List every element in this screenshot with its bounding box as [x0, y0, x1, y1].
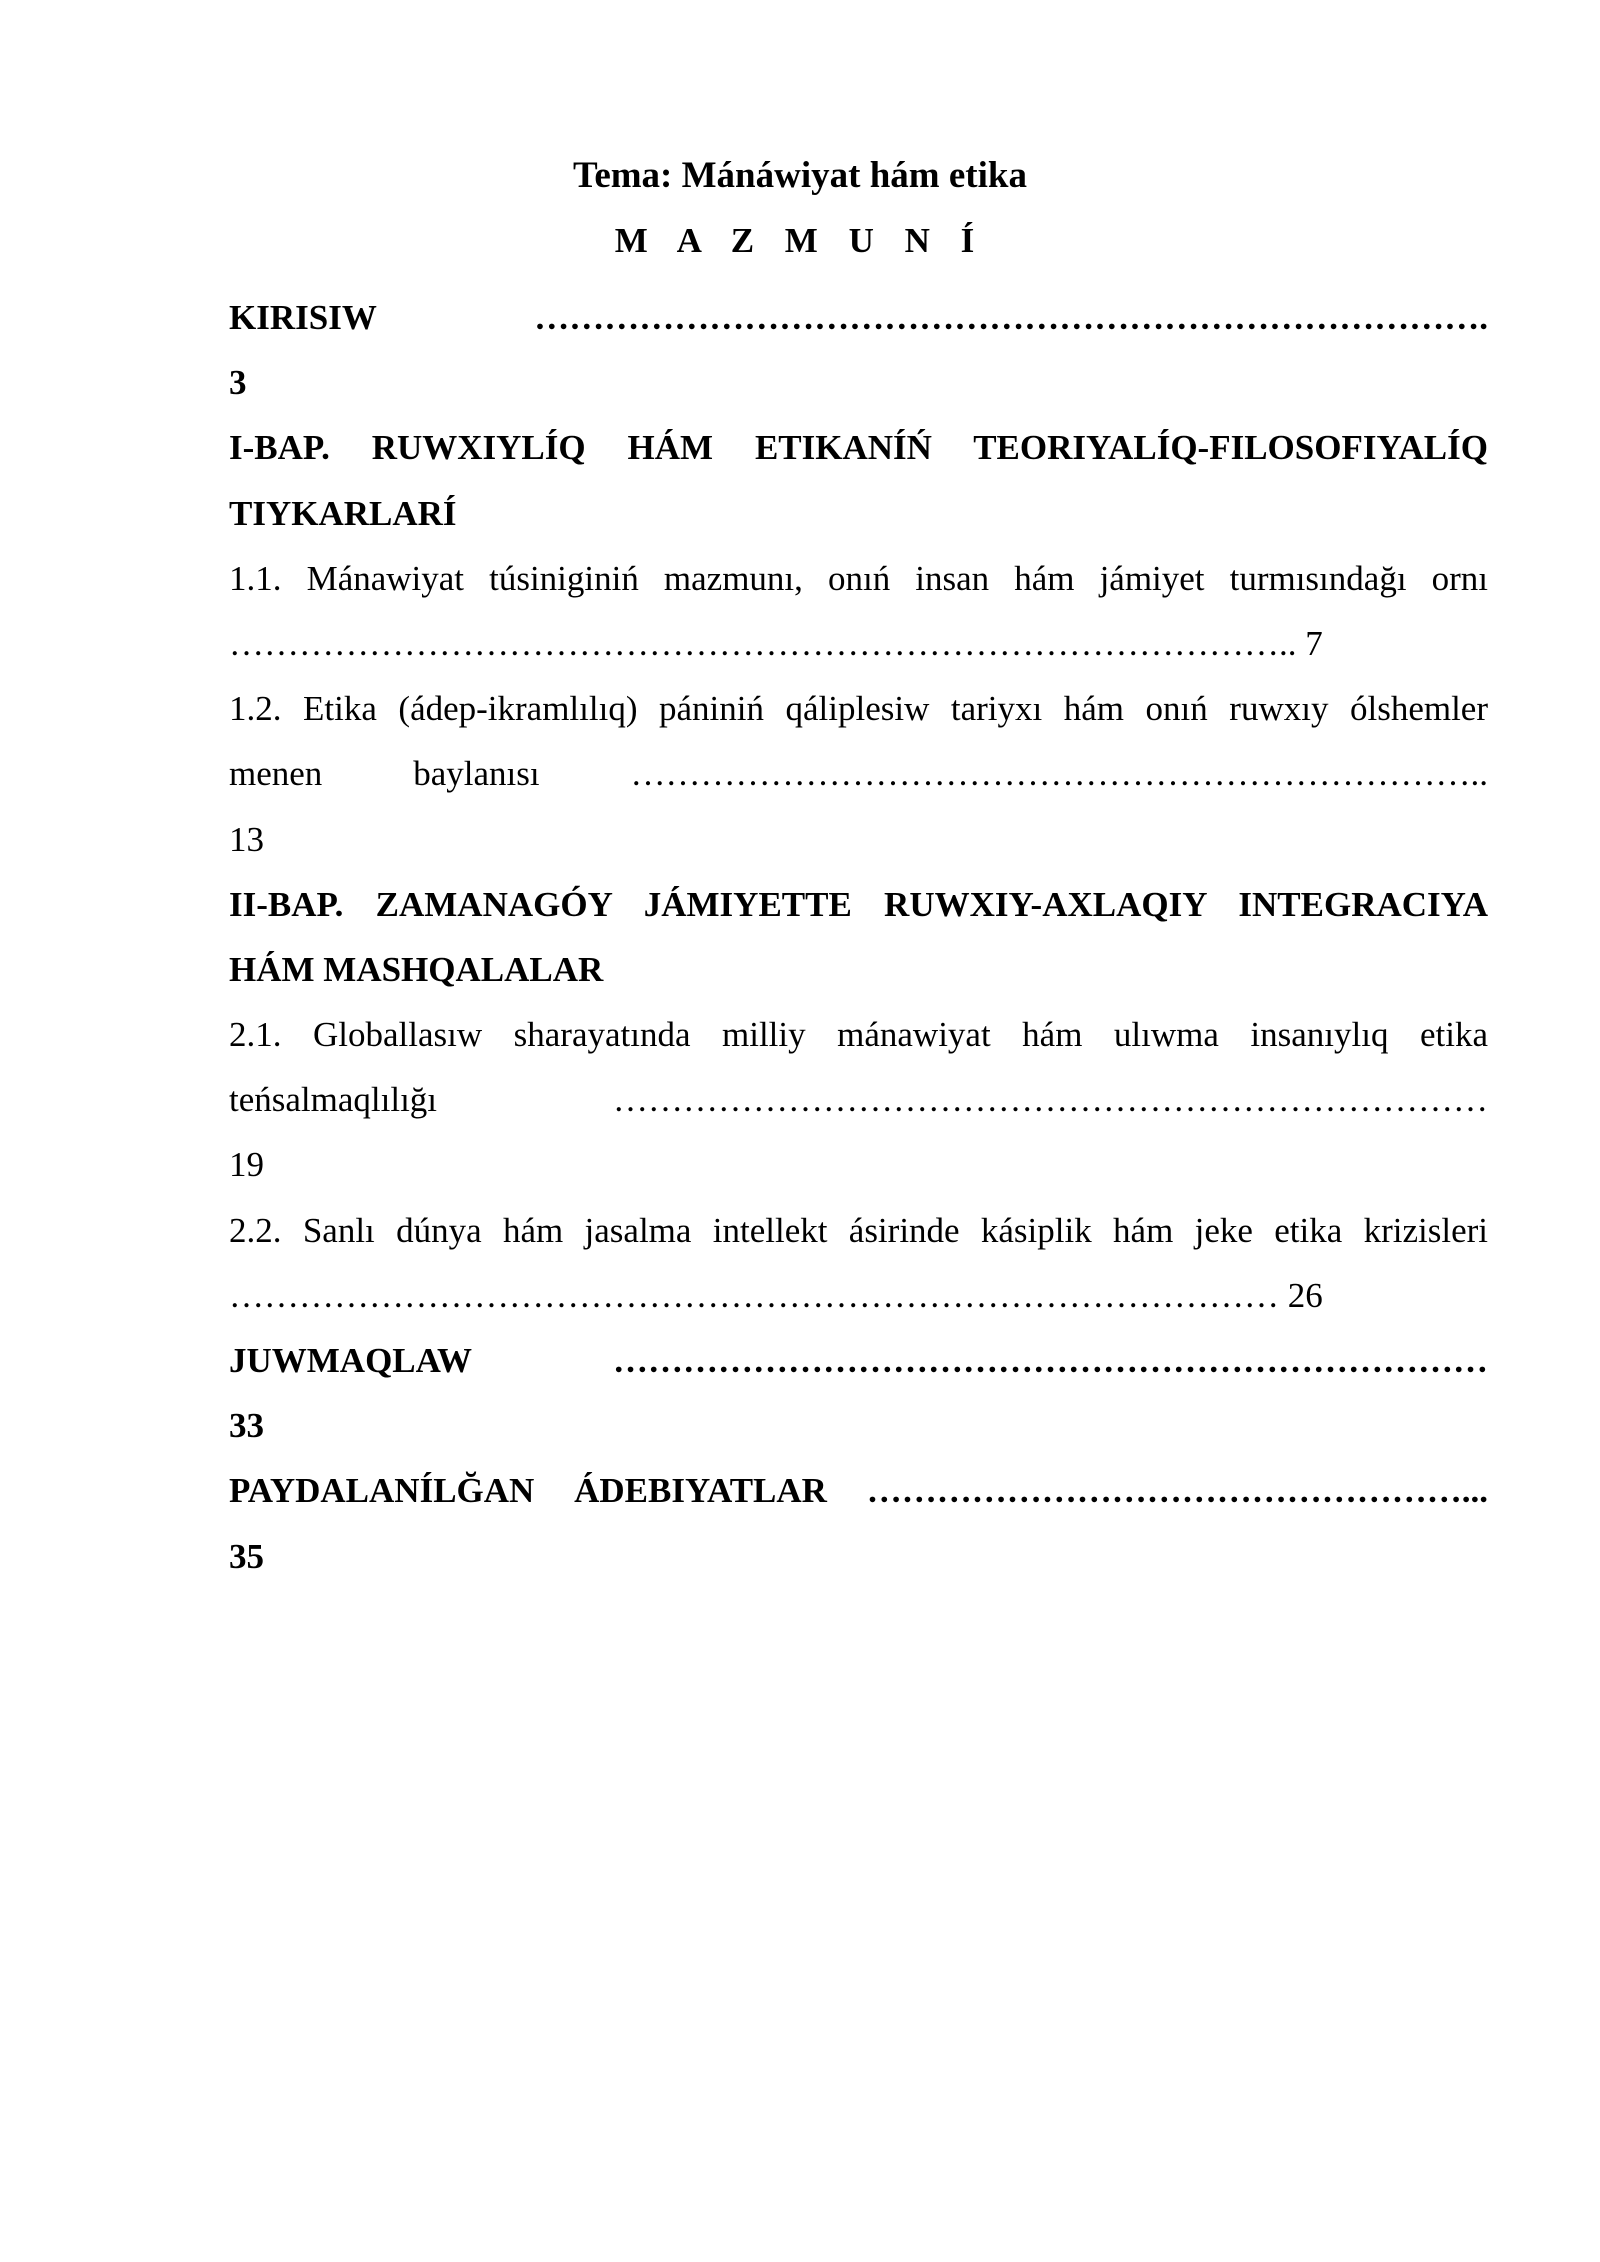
toc-entry-section-1-1[interactable] — [229, 546, 1488, 676]
toc-entry-references[interactable] — [229, 1458, 1488, 1588]
toc-heading: M A Z M U N Í — [614, 221, 986, 260]
toc-entry-section-2-1[interactable] — [229, 1002, 1488, 1198]
toc-line: ……………………………………………………………………………… 26 — [229, 1275, 1323, 1315]
toc-page-number: 19 — [229, 1145, 264, 1185]
toc-page-number: 33 — [229, 1406, 264, 1446]
toc-entry-introduction[interactable] — [229, 285, 1488, 415]
toc-entry-chapter-1[interactable] — [229, 415, 1488, 545]
document-title: Tema: Mánáwiyat hám etika — [573, 155, 1027, 196]
toc-line: PAYDALANÍLĞAN ÁDEBIYATLAR ……………………………………………... — [229, 1471, 1488, 1511]
toc-line: 2.1. Globallasıw sharayatında milliy mánawiyat hám ulıwma insanıylıq etika — [229, 1015, 1488, 1055]
toc-line: 2.2. Sanlı dúnya hám jasalma intellekt ásirinde kásiplik hám jeke etika krizisleri — [229, 1210, 1488, 1250]
toc-entry-section-2-2[interactable] — [229, 1198, 1488, 1328]
toc-entry-chapter-2[interactable] — [229, 872, 1488, 1002]
toc-line: II-BAP. ZAMANAGÓY JÁMIYETTE RUWXIY-AXLAQIY INTEGRACIYA — [229, 884, 1488, 924]
toc-line: menen baylanısı ……………………………………………………………….. — [229, 754, 1488, 794]
toc-line: HÁM MASHQALALAR — [229, 949, 604, 989]
toc-line: 1.1. Mánawiyat túsiniginiń mazmunı, onıń insan hám jámiyet turmısındağı ornı — [229, 558, 1488, 598]
toc-line: TIYKARLARÍ — [229, 493, 457, 533]
toc-page-number: 35 — [229, 1536, 264, 1576]
toc-line: KIRISIW ………………………………………………………………………. — [229, 298, 1488, 337]
toc-line: I-BAP. RUWXIYLÍQ HÁM ETIKANÍŃ TEORIYALÍQ-FILOSOFIYALÍQ — [229, 428, 1488, 468]
toc-entry-conclusion[interactable] — [229, 1328, 1488, 1458]
toc-page-number: 3 — [229, 363, 247, 403]
table-of-contents — [229, 285, 1488, 1589]
toc-line: teńsalmaqlılığı ………………………………………………………………… — [229, 1080, 1488, 1120]
toc-page-number: 13 — [229, 819, 264, 859]
toc-line: 1.2. Etika (ádep-ikramlılıq) pániniń qáliplesiw tariyxı hám onıń ruwxıy ólshemler — [229, 689, 1488, 729]
toc-line: ……………………………………………………………………………….. 7 — [229, 623, 1323, 663]
toc-entry-section-1-2[interactable] — [229, 676, 1488, 872]
toc-line: JUWMAQLAW ………………………………………………………………… — [229, 1341, 1488, 1380]
